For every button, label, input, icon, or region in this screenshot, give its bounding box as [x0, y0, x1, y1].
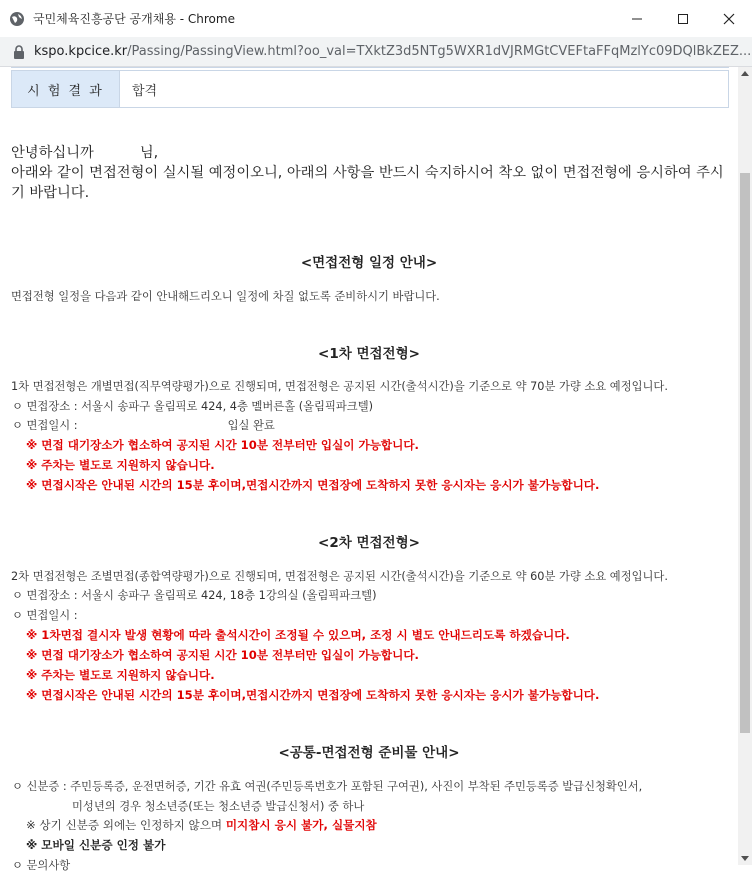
schedule-heading: <면접전형 일정 안내>: [300, 255, 438, 271]
url-path: /Passing/PassingView.html?oo_val=TXktZ3d5NTg5WXR1dVJRMGtCVEFtaFFqMzlYc09DQlBkZEZ...: [127, 44, 752, 59]
round2-note: ※ 면접 대기장소가 협소하여 공지된 시간 10분 전부터만 입실이 가능합니다.: [26, 648, 419, 662]
greeting-prefix: 안녕하십니까: [11, 145, 94, 161]
round1-place: ㅇ 면접장소 : 서울시 송파구 올림픽로 424, 4층 멜버른홀 (올림픽파크텔): [12, 400, 374, 413]
round2-note: ※ 1차면접 결시자 발생 현황에 따라 출석시간이 조정될 수 있으며, 조정 시 별도 안내드리도록 하겠습니다.: [26, 628, 570, 642]
round1-date-label: ㅇ 면접일시 :: [12, 419, 78, 432]
greeting-line-3: 기 바랍니다.: [11, 185, 90, 201]
id-note-1-text: ※ 상기 신분증 외에는 인정하지 않으며: [26, 818, 226, 832]
scroll-up-arrow-icon[interactable]: [741, 71, 749, 76]
minimize-icon: [631, 13, 643, 25]
round1-date: [12, 417, 275, 433]
maximize-icon: [677, 13, 689, 25]
round1-note: ※ 면접시작은 안내된 시간의 15분 후이며,면접시간까지 면접장에 도착하지 못한 응시자는 응시가 불가능합니다.: [26, 478, 600, 492]
minimize-button[interactable]: [614, 0, 660, 37]
greeting-line-1: [11, 142, 158, 162]
result-table: [11, 70, 729, 108]
id-note-2: ※ 모바일 신분증 인정 불가: [26, 838, 166, 852]
round1-desc: 1차 면접전형은 개별면접(직무역량평가)으로 진행되며, 면접전형은 공지된 시간(출석시간)을 기준으로 약 70분 가량 소요 예정입니다.: [11, 380, 668, 393]
address-bar[interactable]: [0, 37, 752, 67]
round1-date-suffix: 입실 완료: [227, 419, 275, 432]
round2-note: ※ 주차는 별도로 지원하지 않습니다.: [26, 668, 215, 682]
id-requirement-line-1: ㅇ 신분증 : 주민등록증, 운전면허증, 기간 유효 여권(주민등록번호가 포함된 구여권), 사진이 부착된 주민등록증 발급신청확인서,: [12, 780, 643, 793]
round2-desc: 2차 면접전형은 조별면접(종합역량평가)으로 진행되며, 면접전형은 공지된 시간(출석시간)을 기준으로 약 60분 가량 소요 예정입니다.: [11, 570, 668, 583]
maximize-button[interactable]: [660, 0, 706, 37]
close-button[interactable]: [706, 0, 752, 37]
round2-date: ㅇ 면접일시 :: [12, 609, 78, 622]
vertical-scrollbar[interactable]: [738, 67, 752, 865]
round1-note: ※ 주차는 별도로 지원하지 않습니다.: [26, 458, 215, 472]
inquiry-line: ㅇ 문의사항: [12, 859, 71, 872]
greeting-suffix: 님,: [139, 145, 159, 161]
url-host: kspo.kpcice.kr: [34, 44, 128, 59]
page-content[interactable]: [0, 67, 738, 872]
window-titlebar: [0, 0, 752, 37]
common-heading: <공통-면접전형 준비물 안내>: [278, 745, 460, 761]
round1-heading: <1차 면접전형>: [318, 346, 420, 362]
lock-icon: [13, 45, 25, 59]
window-title: 국민체육진흥공단 공개채용 - Chrome: [33, 12, 235, 26]
close-icon: [723, 13, 735, 25]
result-label: 시 험 결 과: [12, 71, 120, 107]
id-requirement-line-2: 미성년의 경우 청소년증(또는 청소년증 발급신청서) 중 하나: [72, 800, 365, 813]
scrollbar-thumb[interactable]: [740, 173, 750, 733]
scroll-down-arrow-icon[interactable]: [741, 856, 749, 861]
globe-icon: [9, 11, 25, 27]
round2-heading: <2차 면접전형>: [318, 535, 420, 551]
id-note-1-warning: 미지참시 응시 불가, 실물지참: [225, 818, 377, 832]
round1-note: ※ 면접 대기장소가 협소하여 공지된 시간 10분 전부터만 입실이 가능합니다.: [26, 438, 419, 452]
round2-place: ㅇ 면접장소 : 서울시 송파구 올림픽로 424, 18층 1강의실 (올림픽파크텔): [12, 589, 377, 602]
result-value: 합격: [132, 83, 158, 99]
round2-note: ※ 면접시작은 안내된 시간의 15분 후이며,면접시간까지 면접장에 도착하지 못한 응시자는 응시가 불가능합니다.: [26, 688, 600, 702]
url-text[interactable]: [34, 44, 752, 59]
id-note-1: [26, 817, 377, 833]
schedule-intro: 면접전형 일정을 다음과 같이 안내해드리오니 일정에 차질 없도록 준비하시기 바랍니다.: [11, 290, 440, 303]
greeting-line-2: 아래와 같이 면접전형이 실시될 예정이오니, 아래의 사항을 반드시 숙지하시어 착오 없이 면접전형에 응시하여 주시: [11, 165, 724, 181]
